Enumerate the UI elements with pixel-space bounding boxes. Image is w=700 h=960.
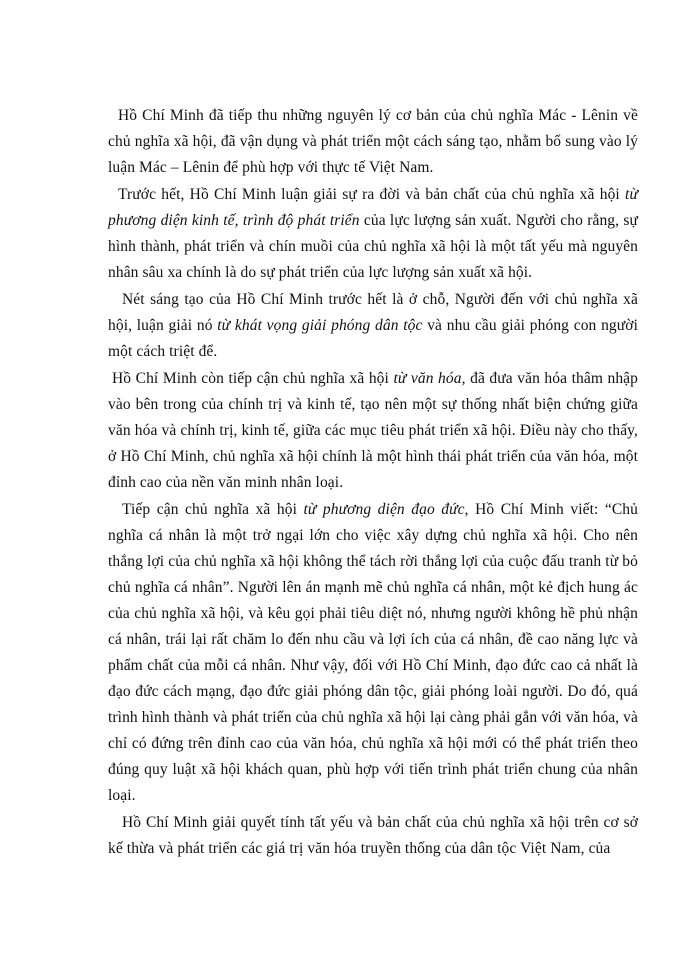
paragraph-4 <box>108 366 638 496</box>
paragraph-4-text-a: Hồ Chí Minh còn tiếp cận chủ nghĩa xã hội <box>112 370 394 387</box>
paragraph-5-text-b: , Hồ Chí Minh viết: “Chủ nghĩa cá nhân là một trở ngại lớn cho việc xây dựng chủ nghĩa xã hội. Cho nên thắng lợi của chủ nghĩa xã hội không thể tách rời thắng lợi của cuộc đấu tranh từ bỏ chủ nghĩa cá nhân”. Người lên án mạnh mẽ chủ nghĩa cá nhân, một kẻ địch hung ác của chủ nghĩa xã hội, và kêu gọi phải tiêu diệt nó, nhưng người không hề phủ nhận cá nhân, trái lại rất chăm lo đến nhu cầu và lợi ích của cá nhân, đề cao năng lực và phẩm chất của mỗi cá nhân. Như vậy, đối với Hồ Chí Minh, đạo đức cao cả nhất là đạo đức cách mạng, đạo đức giải phóng dân tộc, giải phóng loài người. Do đó, quá trình hình thành và phát triển của chủ nghĩa xã hội lại càng phải gắn với văn hóa, và chỉ có đứng trên đỉnh cao của văn hóa, chủ nghĩa xã hội mới có thể phát triển theo đúng quy luật xã hội khách quan, phù hợp với tiến trình phát triển chung của nhân loại. <box>108 501 638 804</box>
paragraph-4-emphasis: từ văn hóa <box>393 370 462 387</box>
paragraph-5 <box>108 497 638 809</box>
paragraph-2-text-b: của lực lượng sản xuất. Người cho rằng, sự hình thành, phát triển và chín muồi của chủ nghĩa xã hội là một tất yếu mà nguyên nhân sâu xa chính là do sự phát triển của lực lượng sản xuất xã hội. <box>108 212 638 281</box>
paragraph-1 <box>108 103 638 181</box>
paragraph-3-text-a: Nét sáng tạo của Hồ Chí Minh trước hết là ở chỗ, Người đến với chủ nghĩa xã hội, luận giải nó <box>108 291 638 334</box>
paragraph-5-text-a: Tiếp cận chủ nghĩa xã hội <box>122 501 304 518</box>
paragraph-6-text: Hồ Chí Minh giải quyết tính tất yếu và bản chất của chủ nghĩa xã hội trên cơ sở kế thừa và phát triển các giá trị văn hóa truyền thống của dân tộc Việt Nam, của <box>108 814 638 857</box>
paragraph-5-emphasis: từ phương diện đạo đức <box>303 501 465 518</box>
paragraph-3-text-b: và nhu cầu giải phóng con người một cách triệt để. <box>108 317 638 360</box>
paragraph-2 <box>108 182 638 286</box>
paragraph-2-emphasis: từ phương diện kinh tế, trình độ phát triển <box>108 186 638 229</box>
paragraph-3 <box>108 287 638 365</box>
paragraph-4-text-b: , đã đưa văn hóa thâm nhập vào bên trong của chính trị và kinh tế, tạo nên một sự thống nhất biện chứng giữa văn hóa và chính trị, kinh tế, giữa các mục tiêu phát triển xã hội. Điều này cho thấy, ở Hồ Chí Minh, chủ nghĩa xã hội chính là một hình thái phát triển của văn hóa, một đỉnh cao của nền văn minh nhân loại. <box>108 370 638 491</box>
paragraph-6 <box>108 810 638 862</box>
paragraph-3-emphasis: từ khát vọng giải phóng dân tộc <box>217 317 423 334</box>
paragraph-2-text-a: Trước hết, Hồ Chí Minh luận giải sự ra đời và bản chất của chủ nghĩa xã hội <box>118 186 626 203</box>
document-page <box>108 103 638 863</box>
paragraph-1-text: Hồ Chí Minh đã tiếp thu những nguyên lý cơ bản của chủ nghĩa Mác - Lênin về chủ nghĩa xã hội, đã vận dụng và phát triển một cách sáng tạo, nhằm bổ sung vào lý luận Mác – Lênin để phù hợp với thực tế Việt Nam. <box>108 107 638 176</box>
